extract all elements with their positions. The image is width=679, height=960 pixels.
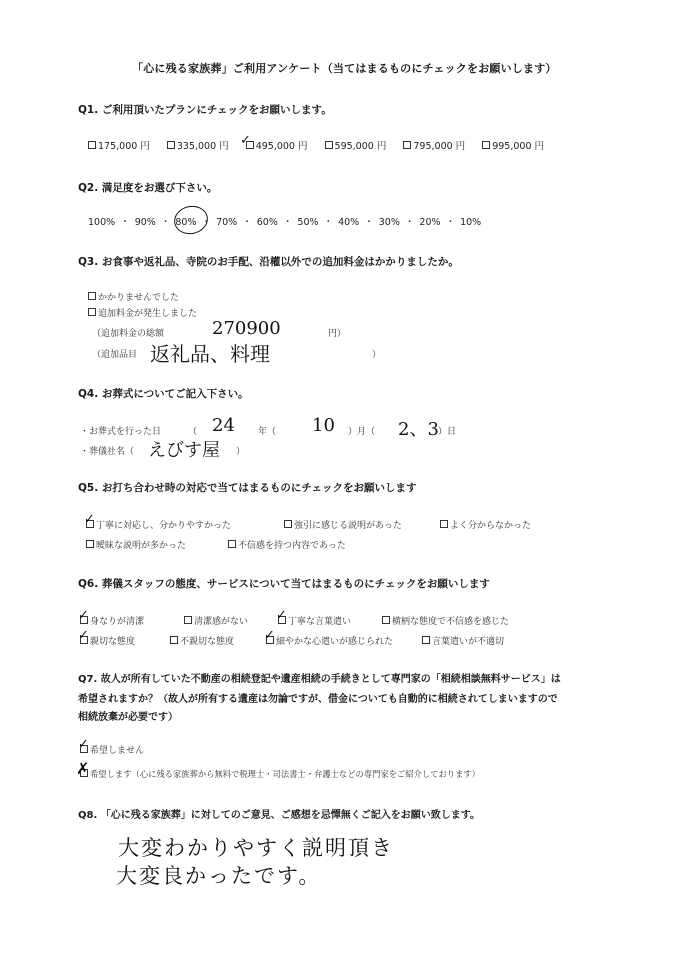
q1-option-995000[interactable]: [482, 141, 544, 152]
option-label: かかりませんでした: [98, 293, 180, 303]
q1-option-175000[interactable]: [88, 141, 150, 152]
checkbox[interactable]: [422, 636, 430, 644]
checkbox[interactable]: [482, 141, 490, 149]
option-label: 495,000 円: [255, 141, 308, 152]
q7-label-line3: 相続放棄が必要です）: [78, 712, 178, 723]
q2-option-selected[interactable]: 80%: [175, 217, 197, 228]
option-label: 横柄な態度で不信感を感じた: [392, 617, 510, 627]
q2-option[interactable]: 10%: [460, 217, 482, 228]
option-label: 丁寧に対応し、分かりやすかった: [96, 521, 232, 531]
option-label: 不親切な態度: [180, 637, 235, 647]
checkbox[interactable]: [88, 308, 96, 316]
q1-option-795000[interactable]: [403, 141, 465, 152]
option-label: 親切な態度: [90, 637, 136, 647]
q8-answer-line1[interactable]: 大変わかりやすく説明頂き: [118, 836, 394, 860]
q6-option-unclean[interactable]: [184, 614, 248, 627]
q7-label-line2: 希望されますか？（故人が所有する遺産は勿論ですが、借金についても自動的に相続されてしまいますので: [78, 694, 558, 705]
q6-option-clean[interactable]: [80, 614, 144, 627]
q6-option-arrogant[interactable]: [382, 614, 509, 627]
q4-day-value[interactable]: 2、3: [398, 419, 439, 440]
checkbox[interactable]: [284, 520, 292, 528]
q5-option-distrust[interactable]: [228, 538, 346, 551]
q4-year-value[interactable]: 24: [212, 415, 235, 436]
checkbox[interactable]: [167, 141, 175, 149]
option-label: よく分からなかった: [450, 521, 532, 531]
check-mark-icon: ✓: [276, 608, 287, 623]
q6-option-attentive[interactable]: [266, 634, 393, 647]
option-label: 曖昧な説明が多かった: [96, 541, 187, 551]
q6-option-polite-speech[interactable]: [278, 614, 351, 627]
option-label: 丁寧な言葉遣い: [288, 617, 352, 627]
q2-label: Q2. 満足度をお選び下さい。: [78, 182, 218, 194]
q1-label: Q1. ご利用頂いたプランにチェックをお願いします。: [78, 104, 332, 116]
option-label: 希望しません: [90, 746, 145, 756]
q4-label: Q4. お葬式についてご記入下さい。: [78, 388, 249, 400]
q7-label-line1: Q7. 故人が所有していた不動産の相続登記や遺産相続の手続きとして専門家の「相続相談無料サービス」は: [78, 674, 561, 685]
q3-amount-value[interactable]: 270900: [212, 318, 281, 339]
q2-option[interactable]: 100%: [88, 217, 116, 228]
option-label: 335,000 円: [176, 141, 229, 152]
checkbox[interactable]: [228, 540, 236, 548]
q5-option-vague[interactable]: [86, 538, 186, 551]
option-label: 希望します（心に残る家族葬から無料で税理士・司法書士・弁護士などの専門家をご紹介しております）: [90, 769, 480, 779]
q4-year-unit: 年（: [258, 427, 277, 437]
q1-option-335000[interactable]: [167, 141, 229, 152]
option-label: 強引に感じる説明があった: [294, 521, 402, 531]
page-title: 「心に残る家族葬」ご利用アンケート（当てはまるものにチェックをお願いします）: [132, 62, 557, 75]
checkbox[interactable]: [88, 141, 96, 149]
option-label: 言葉遣いが不適切: [432, 637, 505, 647]
q4-month-value[interactable]: 10: [312, 415, 335, 436]
cross-mark-icon: ✗: [76, 759, 90, 778]
q5-option-unclear[interactable]: [440, 518, 531, 531]
q8-label: Q8. 「心に残る家族葬」に対してのご意見、ご感想を忌憚無くご記入をお願い致します。: [78, 810, 480, 821]
q2-option[interactable]: 40%: [338, 217, 360, 228]
check-mark-icon: ✓: [84, 512, 95, 527]
checkbox[interactable]: [382, 616, 390, 624]
option-label: 清潔感がない: [194, 617, 249, 627]
q3-items-close: ）: [372, 350, 382, 360]
checkbox[interactable]: [325, 141, 333, 149]
q3-items-value[interactable]: 返礼品、料理: [150, 342, 270, 366]
option-label: 身なりが清潔: [90, 617, 145, 627]
q1-options: [88, 138, 558, 152]
q7-option-request[interactable]: [80, 768, 480, 780]
q2-option[interactable]: 50%: [297, 217, 319, 228]
q4-company-value[interactable]: えびす屋: [148, 440, 220, 461]
check-mark-icon: ✓: [240, 133, 251, 148]
option-label: 175,000 円: [98, 141, 150, 152]
q6-label: Q6. 葬儀スタッフの態度、サービスについて当てはまるものにチェックをお願いします: [78, 578, 490, 590]
q2-option[interactable]: 30%: [378, 217, 400, 228]
q2-option[interactable]: 20%: [419, 217, 441, 228]
q3-label: Q3. お食事や返礼品、寺院のお手配、沿權以外での追加料金はかかりましたか。: [78, 256, 459, 268]
option-label: 995,000 円: [492, 141, 545, 152]
q4-company-label: ・葬儀社名（: [80, 447, 135, 457]
q1-option-595000[interactable]: [325, 141, 387, 152]
q6-option-improper-speech[interactable]: [422, 634, 504, 647]
q5-option-clear[interactable]: [86, 518, 231, 531]
check-mark-icon: ✓: [264, 628, 275, 643]
q5-option-pushy[interactable]: [284, 518, 402, 531]
checkbox[interactable]: [440, 520, 448, 528]
q4-date-open: （: [188, 427, 198, 437]
checkbox[interactable]: [184, 616, 192, 624]
option-label: 不信感を持つ内容であった: [238, 541, 346, 551]
check-mark-icon: ✓: [78, 608, 89, 623]
q4-month-unit: ）月（: [348, 427, 376, 437]
option-label: 追加料金が発生しました: [98, 309, 198, 319]
q4-company-close: ）: [236, 447, 246, 457]
q7-option-decline[interactable]: [80, 743, 144, 756]
option-label: 細やかな心遣いが感じられた: [276, 637, 394, 647]
selection-circle-icon: [171, 203, 210, 237]
check-mark-icon: ✓: [78, 628, 89, 643]
checkbox[interactable]: [86, 540, 94, 548]
check-mark-icon: ✓: [78, 737, 89, 752]
option-label: 595,000 円: [334, 141, 387, 152]
q3-items-label: （追加品目: [92, 350, 138, 360]
q2-options: 100% ・ 90% ・ 80% ・ 70% ・ 60% ・ 50% ・ 40% ・ 30% ・ 20% ・ 10%: [88, 217, 482, 228]
q3-amount-unit: 円）: [328, 329, 347, 339]
checkbox[interactable]: [170, 636, 178, 644]
q6-option-unkind[interactable]: [170, 634, 234, 647]
q4-date-label: ・お葬式を行った日: [80, 427, 162, 437]
option-label: 795,000 円: [413, 141, 466, 152]
q3-option-extra[interactable]: [88, 306, 197, 319]
q8-answer-line2[interactable]: 大変良かったです。: [116, 864, 322, 888]
q2-option[interactable]: 70%: [216, 217, 238, 228]
q3-option-none[interactable]: [88, 290, 179, 303]
q3-amount-label: （追加料金の総額: [92, 329, 165, 339]
q1-option-495000[interactable]: [246, 141, 308, 152]
checkbox[interactable]: [88, 292, 96, 300]
q4-day-unit: ）日: [438, 427, 457, 437]
q2-option[interactable]: 60%: [256, 217, 278, 228]
checkbox[interactable]: [403, 141, 411, 149]
q5-label: Q5. お打ち合わせ時の対応で当てはまるものにチェックをお願いします: [78, 482, 417, 494]
q2-option[interactable]: 90%: [134, 217, 156, 228]
